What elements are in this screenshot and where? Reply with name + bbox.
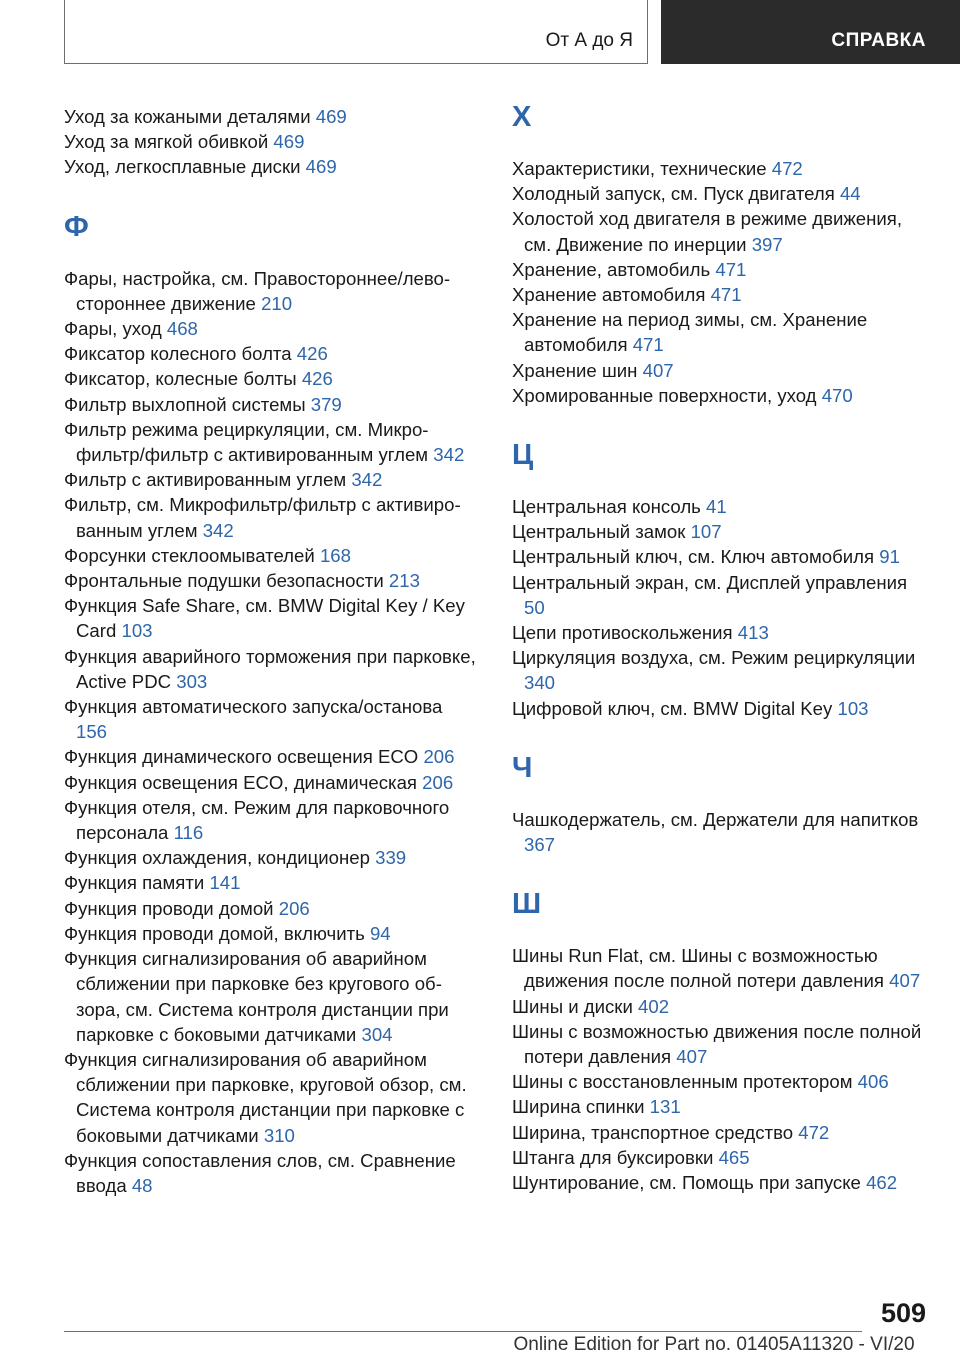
page-reference-link[interactable]: 48 xyxy=(131,1174,153,1196)
index-entry xyxy=(64,870,478,895)
index-entry-text: Фары, уход xyxy=(64,318,162,340)
page-reference-link[interactable]: 367 xyxy=(524,834,556,856)
index-entry-text: Цепи противоскольжения xyxy=(512,622,733,644)
page-reference-link[interactable]: 339 xyxy=(375,847,407,869)
index-entry xyxy=(64,492,478,542)
page-reference-link[interactable]: 413 xyxy=(737,622,769,644)
page-reference-link[interactable]: 468 xyxy=(166,318,198,340)
header-chapter-tab xyxy=(661,0,960,64)
index-entry xyxy=(64,770,478,795)
index-entry xyxy=(64,543,478,568)
index-entry-text: Фильтр с активированным углем xyxy=(64,469,347,491)
index-entry-text: Фиксатор, колесные болты xyxy=(64,368,297,390)
index-entry xyxy=(64,1148,478,1198)
index-column-right xyxy=(512,101,924,1195)
page-reference-link[interactable]: 340 xyxy=(524,672,556,694)
index-entry xyxy=(512,1120,924,1145)
index-entry-text: Центральный экран, см. Дисплей управления xyxy=(512,571,908,593)
index-entry-text: Фильтр, см. Микрофильтр/фильтр с активированным углем xyxy=(64,494,461,541)
page-reference-link[interactable]: 342 xyxy=(202,519,234,541)
index-entry-text: Уход за мягкой обивкой xyxy=(64,131,269,153)
index-entry xyxy=(64,104,478,129)
index-entry xyxy=(512,696,924,721)
index-column-left xyxy=(64,104,478,1198)
index-entry-text: Хранение автомобиля xyxy=(512,284,706,306)
page-reference-link[interactable]: 402 xyxy=(638,995,670,1017)
page-number: 509 xyxy=(880,1298,926,1328)
page-reference-link[interactable]: 426 xyxy=(296,343,328,365)
index-entry-text: Чашкодержатель, см. Держатели для напитков xyxy=(512,808,919,830)
index-letter-heading: Ц xyxy=(512,439,534,472)
index-entry xyxy=(512,307,924,357)
index-entry-text: Фиксатор колесного болта xyxy=(64,343,292,365)
index-letter-heading: Ф xyxy=(64,210,89,243)
page-reference-link[interactable]: 44 xyxy=(839,183,861,205)
index-entry-text: Штанга для буксировки xyxy=(512,1146,714,1168)
index-entry-text: Функция памяти xyxy=(64,872,205,894)
index-entry xyxy=(64,266,478,316)
page-reference-link[interactable]: 471 xyxy=(715,258,747,280)
page-reference-link[interactable]: 342 xyxy=(433,444,465,466)
page-reference-link[interactable]: 397 xyxy=(751,233,783,255)
index-entry-text: Ширина, транспортное средство xyxy=(512,1121,794,1143)
header-chapter-label: СПРАВКА xyxy=(831,30,926,51)
index-entry-text: Уход, легкосплавные диски xyxy=(64,156,301,178)
page-reference-link[interactable]: 103 xyxy=(837,697,869,719)
index-letter-heading: Ч xyxy=(512,751,533,784)
index-entry-text: Функция динамического освещения ECO xyxy=(64,746,419,768)
page-reference-link[interactable]: 107 xyxy=(690,521,722,543)
page-reference-link[interactable]: 406 xyxy=(857,1071,889,1093)
index-entry-text: Циркуляция воздуха, см. Режим рециркуляции xyxy=(512,647,916,669)
index-entry-text: Форсунки стеклоомывателей xyxy=(64,544,315,566)
index-entry xyxy=(64,467,478,492)
index-entry xyxy=(512,994,924,1019)
index-entry xyxy=(64,1047,478,1148)
page-reference-link[interactable]: 342 xyxy=(351,469,383,491)
index-entry-text: Функция освещения ECO, динамическая xyxy=(64,771,417,793)
page-reference-link[interactable]: 141 xyxy=(209,872,241,894)
index-entry-text: Фронтальные подушки безопасности xyxy=(64,570,384,592)
page-reference-link[interactable]: 303 xyxy=(176,670,208,692)
index-entry xyxy=(512,943,924,993)
footer-edition-text: Online Edition for Part no. 01405A11320 - VI/20 xyxy=(513,1334,915,1355)
index-entry xyxy=(64,417,478,467)
index-entry-text: Шины Run Flat, см. Шины с возможностью движения после полной потери давления xyxy=(512,945,884,992)
index-entry xyxy=(512,1094,924,1119)
index-entry xyxy=(512,620,924,645)
index-entry xyxy=(64,316,478,341)
page-reference-link[interactable]: 206 xyxy=(422,771,454,793)
index-entry xyxy=(512,494,924,519)
page-reference-link[interactable]: 462 xyxy=(866,1172,898,1194)
page-reference-link[interactable]: 469 xyxy=(305,156,337,178)
page-reference-link[interactable]: 469 xyxy=(315,106,347,127)
index-entry xyxy=(64,154,478,179)
index-entry-text: Функция сопоставления слов, см. Сравнение ввода xyxy=(64,1149,456,1196)
index-entry-text: Фары, настройка, см. Правостороннее/левостороннее движение xyxy=(64,267,451,314)
index-entry xyxy=(512,1145,924,1170)
page-reference-link[interactable]: 465 xyxy=(718,1146,750,1168)
page-reference-link[interactable]: 41 xyxy=(706,496,727,518)
index-entry-text: Характеристики, технические xyxy=(512,158,767,179)
index-entry-text: Функция автоматического запуска/останова xyxy=(64,696,443,718)
page-reference-link[interactable]: 407 xyxy=(642,359,674,381)
index-entry-text: Функция сигнализирования об аварийном сближении при парковке, круговой обзор, см. Система контроля дистанции при парковке с боковыми датчиками xyxy=(64,1048,467,1146)
page-reference-link[interactable]: 407 xyxy=(676,1046,708,1068)
index-entry xyxy=(512,544,924,569)
page-reference-link[interactable]: 471 xyxy=(710,284,742,306)
index-entry-text: Функция охлаждения, кондиционер xyxy=(64,847,370,869)
index-entry xyxy=(64,129,478,154)
index-entry xyxy=(64,392,478,417)
page-reference-link[interactable]: 94 xyxy=(369,922,391,944)
index-entry-text: Функция Safe Share, см. BMW Digital Key / Key Card xyxy=(64,595,465,642)
index-entry xyxy=(64,946,478,1047)
index-entry xyxy=(64,744,478,769)
page-reference-link[interactable]: 206 xyxy=(423,746,455,768)
page-reference-link[interactable]: 304 xyxy=(361,1023,393,1045)
index-entry-text: Холостой ход двигателя в режиме движения, см. Движение по инерции xyxy=(512,208,903,255)
index-entry xyxy=(64,341,478,366)
index-entry xyxy=(512,570,924,620)
page-reference-link[interactable]: 91 xyxy=(879,546,900,568)
index-entry-text: Центральный замок xyxy=(512,521,686,543)
index-entry xyxy=(512,807,924,857)
index-entry xyxy=(512,1170,924,1195)
index-entry-text: Хромированные поверхности, уход xyxy=(512,384,817,406)
index-entry xyxy=(512,645,924,695)
page-reference-link[interactable]: 210 xyxy=(261,292,293,314)
index-entry-text: Шунтирование, см. Помощь при запуске xyxy=(512,1172,861,1194)
index-entry xyxy=(512,206,924,256)
index-letter-heading: Ш xyxy=(512,888,542,921)
index-entry-text: Шины с возможностью движения после полной потери давления xyxy=(512,1020,922,1068)
index-entry xyxy=(512,383,924,408)
index-letter-heading: Х xyxy=(512,101,532,133)
index-entry-text: Хранение, автомобиль xyxy=(512,258,711,280)
index-entry xyxy=(64,366,478,391)
index-entry-text: Функция проводи домой, включить xyxy=(64,922,365,944)
index-entry-text: Цифровой ключ, см. BMW Digital Key xyxy=(512,697,833,719)
page-reference-link[interactable]: 50 xyxy=(524,596,545,618)
index-entry xyxy=(512,519,924,544)
page-reference-link[interactable]: 469 xyxy=(273,131,305,153)
page-reference-link[interactable]: 471 xyxy=(632,334,664,356)
index-entry-text: Шины и диски xyxy=(512,995,633,1017)
index-entry xyxy=(64,795,478,845)
index-entry xyxy=(64,694,478,744)
index-entry xyxy=(512,257,924,282)
page-reference-link[interactable]: 470 xyxy=(821,384,853,406)
index-entry-text: Фильтр режима рециркуляции, см. Микрофильтр/фильтр с активированным углем xyxy=(64,418,429,466)
page-reference-link[interactable]: 472 xyxy=(798,1121,830,1143)
page-reference-link[interactable]: 156 xyxy=(76,721,108,743)
page-reference-link[interactable]: 116 xyxy=(173,822,204,844)
index-entry-text: Функция сигнализирования об аварийном сближении при парковке без кругового обзора, см. Система контроля дистанции при парковке с боковыми датчиками xyxy=(64,948,449,1045)
page-reference-link[interactable]: 206 xyxy=(278,897,310,919)
page-reference-link[interactable]: 103 xyxy=(121,620,153,642)
index-entry-text: Функция проводи домой xyxy=(64,897,274,919)
index-entry xyxy=(64,593,478,643)
page-reference-link[interactable]: 472 xyxy=(771,158,803,179)
index-entry xyxy=(512,358,924,383)
page-reference-link[interactable]: 131 xyxy=(649,1096,681,1118)
index-entry-text: Центральная консоль xyxy=(512,496,701,518)
footer-divider xyxy=(64,1331,862,1332)
index-entry-text: Шины с восстановленным протектором xyxy=(512,1071,853,1093)
page-reference-link[interactable]: 379 xyxy=(310,393,342,415)
index-entry xyxy=(64,896,478,921)
index-entry-text: Ширина спинки xyxy=(512,1096,645,1118)
header-section-tab xyxy=(64,0,648,64)
index-entry-text: Функция аварийного торможения при парковке, Active PDC xyxy=(64,645,476,692)
index-entry xyxy=(64,845,478,870)
page-reference-link[interactable]: 310 xyxy=(263,1124,295,1146)
page-reference-link[interactable]: 168 xyxy=(319,544,351,566)
page-reference-link[interactable]: 213 xyxy=(388,570,420,592)
index-entry xyxy=(64,644,478,694)
index-entry xyxy=(512,1019,924,1069)
index-entry xyxy=(64,568,478,593)
header-section-label: От А до Я xyxy=(545,30,633,51)
index-entry-text: Холодный запуск, см. Пуск двигателя xyxy=(512,183,835,205)
index-entry xyxy=(512,1069,924,1094)
index-entry xyxy=(64,921,478,946)
page-reference-link[interactable]: 407 xyxy=(889,970,921,992)
index-entry-text: Центральный ключ, см. Ключ автомобиля xyxy=(512,546,875,568)
index-entry-text: Функция отеля, см. Режим для парковочного персонала xyxy=(64,796,450,844)
page-reference-link[interactable]: 426 xyxy=(301,368,333,390)
index-entry-text: Хранение на период зимы, см. Хранение автомобиля xyxy=(512,309,868,356)
index-entry xyxy=(512,282,924,307)
index-entry-text: Уход за кожаными деталями xyxy=(64,106,311,127)
index-entry-text: Фильтр выхлопной системы xyxy=(64,393,306,415)
index-entry-text: Хранение шин xyxy=(512,359,638,381)
index-entry xyxy=(512,181,924,206)
index-entry xyxy=(512,156,924,181)
